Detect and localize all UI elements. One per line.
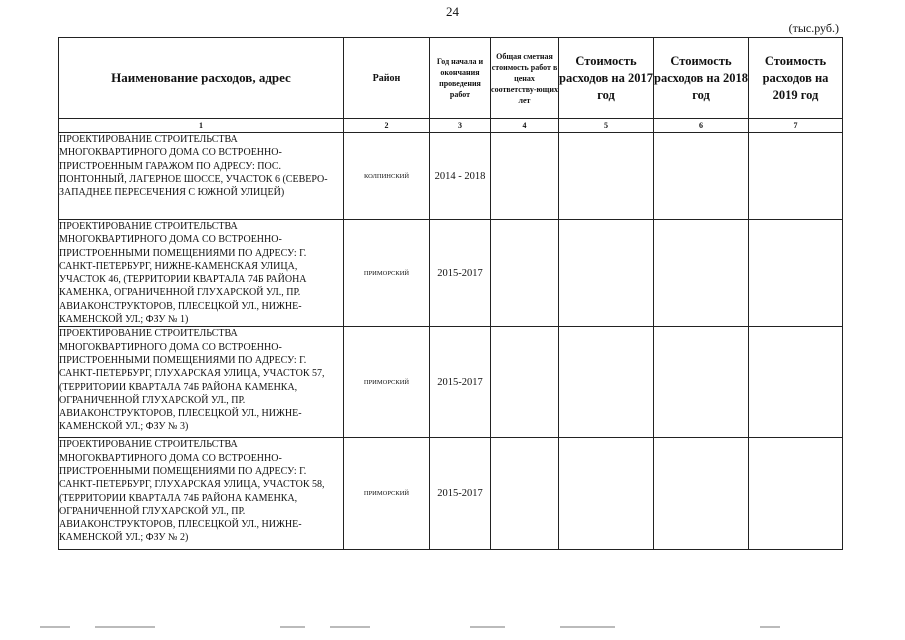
table-row [59, 133, 843, 220]
cost-2019 [749, 438, 843, 550]
table-row [59, 438, 843, 550]
header-district: Район [344, 38, 430, 119]
column-number: 2 [344, 119, 430, 133]
column-number-row [59, 119, 843, 133]
expense-name: ПРОЕКТИРОВАНИЕ СТРОИТЕЛЬСТВА МНОГОКВАРТИРНОГО ДОМА СО ВСТРОЕННО-ПРИСТРОЕННЫМИ ПОМЕЩЕНИЯМИ ПО АДРЕСУ: Г. САНКТ-ПЕТЕРБУРГ, НИЖНЕ-КАМЕНСКАЯ УЛИЦА, УЧАСТОК 46, (ТЕРРИТОРИИ КВАРТАЛА 74Б РАЙОНА КАМЕНКА, ОГРАНИЧЕННОЙ ГЛУХАРСКОЙ УЛ., ПР. АВИАКОНСТРУКТОРОВ, ПЛЕСЕЦКОЙ УЛ., НИЖНЕ-КАМЕНСКОЙ УЛ.; ФЗУ № 1) [59, 220, 344, 327]
header-total-cost: Общая сметная стоимость работ в ценах соответству-ющих лет [491, 38, 559, 119]
header-cost-2019: Стоимость расходов на 2019 год [749, 38, 843, 119]
table-row [59, 220, 843, 327]
cost-2017 [559, 438, 654, 550]
column-number: 5 [559, 119, 654, 133]
expense-name: ПРОЕКТИРОВАНИЕ СТРОИТЕЛЬСТВА МНОГОКВАРТИРНОГО ДОМА СО ВСТРОЕННО-ПРИСТРОЕННЫМИ ПОМЕЩЕНИЯМИ ПО АДРЕСУ: Г. САНКТ-ПЕТЕРБУРГ, ГЛУХАРСКАЯ УЛИЦА, УЧАСТОК 58, (ТЕРРИТОРИИ КВАРТАЛА 74Б РАЙОНА КАМЕНКА, ОГРАНИЧЕННОЙ ГЛУХАРСКОЙ УЛ., ПР. АВИАКОНСТРУКТОРОВ, ПЛЕСЕЦКОЙ УЛ., НИЖНЕ-КАМЕНСКОЙ УЛ.; ФЗУ № 2) [59, 438, 344, 550]
work-period: 2015-2017 [430, 220, 491, 327]
cost-2017 [559, 220, 654, 327]
total-cost [491, 327, 559, 438]
scan-speck [95, 626, 155, 628]
total-cost [491, 438, 559, 550]
cost-2017 [559, 327, 654, 438]
scan-speck [470, 626, 505, 628]
column-number: 4 [491, 119, 559, 133]
header-name: Наименование расходов, адрес [59, 38, 344, 119]
scan-speck [40, 626, 70, 628]
scan-speck [560, 626, 615, 628]
page-number: 24 [446, 4, 459, 19]
scan-speck [280, 626, 305, 628]
cost-2019 [749, 327, 843, 438]
header-period: Год начала и окончания проведения работ [430, 38, 491, 119]
column-number: 7 [749, 119, 843, 133]
work-period: 2015-2017 [430, 327, 491, 438]
column-number: 3 [430, 119, 491, 133]
work-period: 2014 - 2018 [430, 133, 491, 220]
header-row [59, 38, 843, 119]
expense-table [58, 37, 843, 550]
header-cost-2017: Стоимость расходов на 2017 год [559, 38, 654, 119]
scan-artifacts [0, 626, 905, 632]
cost-2018 [654, 438, 749, 550]
total-cost [491, 133, 559, 220]
cost-2019 [749, 220, 843, 327]
district: ПРИМОРСКИЙ [344, 220, 430, 327]
total-cost [491, 220, 559, 327]
column-number: 6 [654, 119, 749, 133]
scan-speck [760, 626, 780, 628]
cost-2018 [654, 220, 749, 327]
column-number: 1 [59, 119, 344, 133]
scan-speck [330, 626, 370, 628]
cost-2018 [654, 327, 749, 438]
work-period: 2015-2017 [430, 438, 491, 550]
header-cost-2018: Стоимость расходов на 2018 год [654, 38, 749, 119]
units-label: (тыс.руб.) [788, 21, 839, 35]
table-row [59, 327, 843, 438]
district: ПРИМОРСКИЙ [344, 438, 430, 550]
district: ПРИМОРСКИЙ [344, 327, 430, 438]
cost-2019 [749, 133, 843, 220]
expense-name: ПРОЕКТИРОВАНИЕ СТРОИТЕЛЬСТВА МНОГОКВАРТИРНОГО ДОМА СО ВСТРОЕННО-ПРИСТРОЕННЫМ ГАРАЖОМ ПО АДРЕСУ: ПОС. ПОНТОННЫЙ, ЛАГЕРНОЕ ШОССЕ, УЧАСТОК 6 (СЕВЕРО-ЗАПАДНЕЕ ПЕРЕСЕЧЕНИЯ С ЮЖНОЙ УЛИЦЕЙ) [59, 133, 344, 220]
cost-2018 [654, 133, 749, 220]
district: КОЛПИНСКИЙ [344, 133, 430, 220]
expense-name: ПРОЕКТИРОВАНИЕ СТРОИТЕЛЬСТВА МНОГОКВАРТИРНОГО ДОМА СО ВСТРОЕННО-ПРИСТРОЕННЫМИ ПОМЕЩЕНИЯМИ ПО АДРЕСУ: Г. САНКТ-ПЕТЕРБУРГ, ГЛУХАРСКАЯ УЛИЦА, УЧАСТОК 57, (ТЕРРИТОРИИ КВАРТАЛА 74Б РАЙОНА КАМЕНКА, ОГРАНИЧЕННОЙ ГЛУХАРСКОЙ УЛ., ПР. АВИАКОНСТРУКТОРОВ, ПЛЕСЕЦКОЙ УЛ., НИЖНЕ-КАМЕНСКОЙ УЛ.; ФЗУ № 3) [59, 327, 344, 438]
cost-2017 [559, 133, 654, 220]
